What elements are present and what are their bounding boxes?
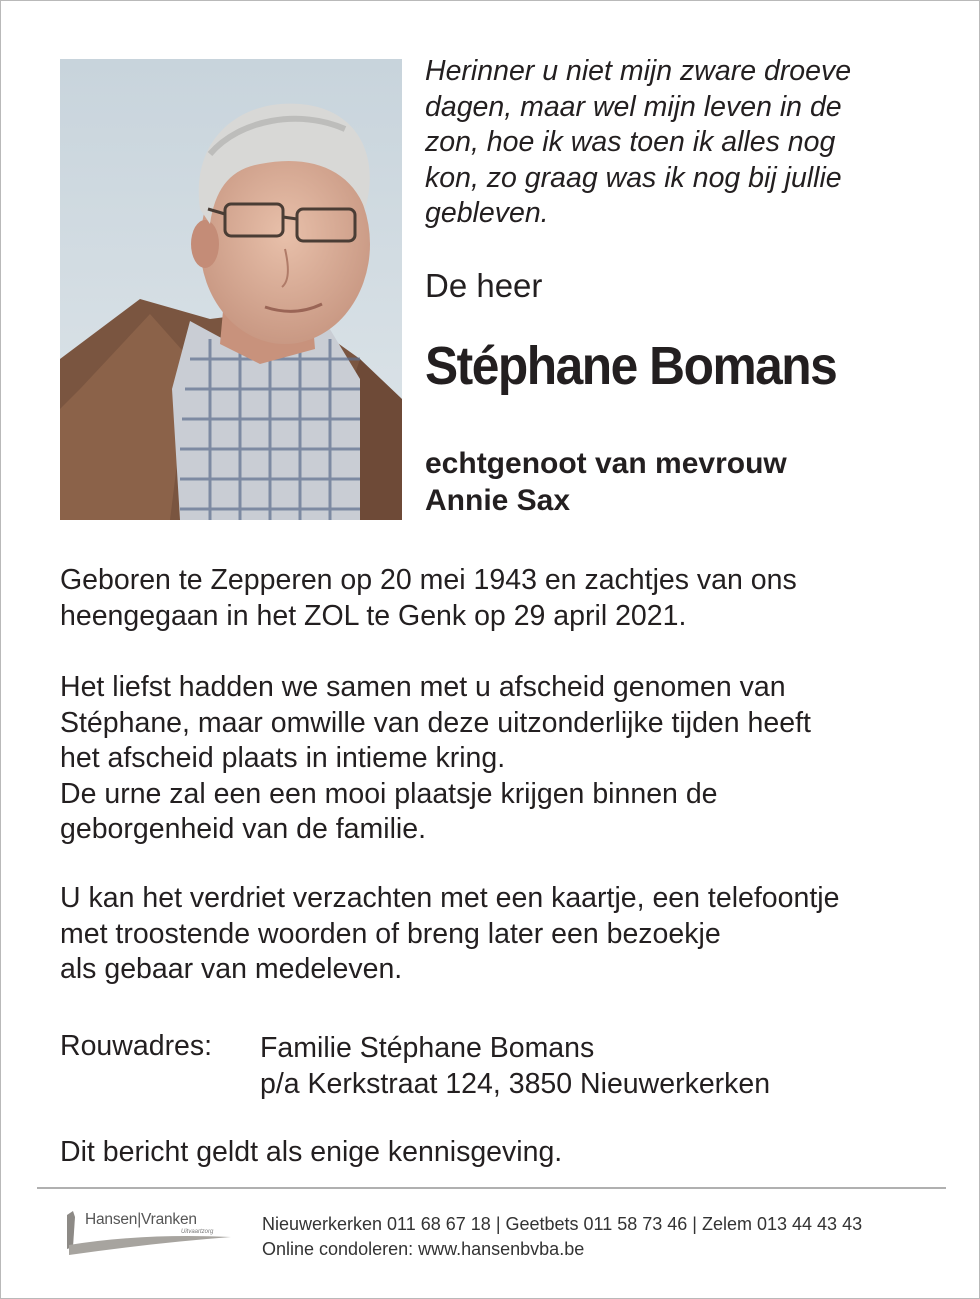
farewell-paragraph <box>60 670 940 848</box>
paragraph-line: met troostende woorden of breng later een bezoekje <box>60 917 721 950</box>
paragraph-line: Het liefst hadden we samen met u afscheid genomen van <box>60 671 786 703</box>
quote-line: dagen, maar wel mijn leven in de <box>425 90 842 123</box>
funeral-home-logo <box>63 1207 238 1259</box>
quote-line: zon, hoe ik was toen ik alles nog <box>425 126 836 158</box>
portrait-photo <box>60 59 402 520</box>
quote-line: Herinner u niet mijn zware droeve <box>425 55 852 87</box>
paragraph-line: het afscheid plaats in intieme kring. <box>60 742 506 774</box>
mourning-address <box>260 1030 770 1102</box>
paragraph-line: Stéphane, maar omwille van deze uitzonderlijke tijden heeft <box>60 706 811 739</box>
address-label: Rouwadres: <box>60 1030 213 1062</box>
footer-online[interactable]: Online condoleren: www.hansenbvba.be <box>262 1239 585 1259</box>
spouse-line-2: Annie Sax <box>425 484 571 517</box>
paragraph-line: geborgenheid van de familie. <box>60 813 427 845</box>
deceased-name: Stéphane Bomans <box>425 336 837 396</box>
honorific-title: De heer <box>425 267 543 304</box>
spouse-line-1: echtgenoot van mevrouw <box>425 447 787 480</box>
paragraph-line: U kan het verdriet verzachten met een kaartje, een telefoontje <box>60 882 840 914</box>
paragraph-line: heengegaan in het ZOL te Genk op 29 april 2021. <box>60 599 687 632</box>
quote-line: gebleven. <box>425 197 549 229</box>
quote-line: kon, zo graag was ik nog bij jullie <box>425 161 842 194</box>
paragraph-line: De urne zal een een mooi plaatsje krijgen binnen de <box>60 777 718 810</box>
footer-contact <box>262 1212 862 1262</box>
notice-text: Dit bericht geldt als enige kennisgeving. <box>60 1136 563 1168</box>
memorial-quote <box>425 54 945 232</box>
address-line-2: p/a Kerkstraat 124, 3850 Nieuwerkerken <box>260 1068 771 1100</box>
logo-name: Hansen|Vranken <box>85 1211 197 1228</box>
paragraph-line: Geboren te Zepperen op 20 mei 1943 en zachtjes van ons <box>60 564 797 596</box>
portrait-illustration <box>60 59 402 520</box>
condolence-paragraph <box>60 881 940 988</box>
footer-phones: Nieuwerkerken 011 68 67 18 | Geetbets 011 58 73 46 | Zelem 013 44 43 43 <box>262 1214 863 1234</box>
birth-paragraph <box>60 563 940 634</box>
logo-subtitle: Uitvaartzorg <box>181 1229 214 1235</box>
paragraph-line: als gebaar van medeleven. <box>60 953 403 985</box>
footer-divider <box>37 1187 946 1189</box>
spouse-info <box>425 445 787 519</box>
address-line-1: Familie Stéphane Bomans <box>260 1032 595 1064</box>
